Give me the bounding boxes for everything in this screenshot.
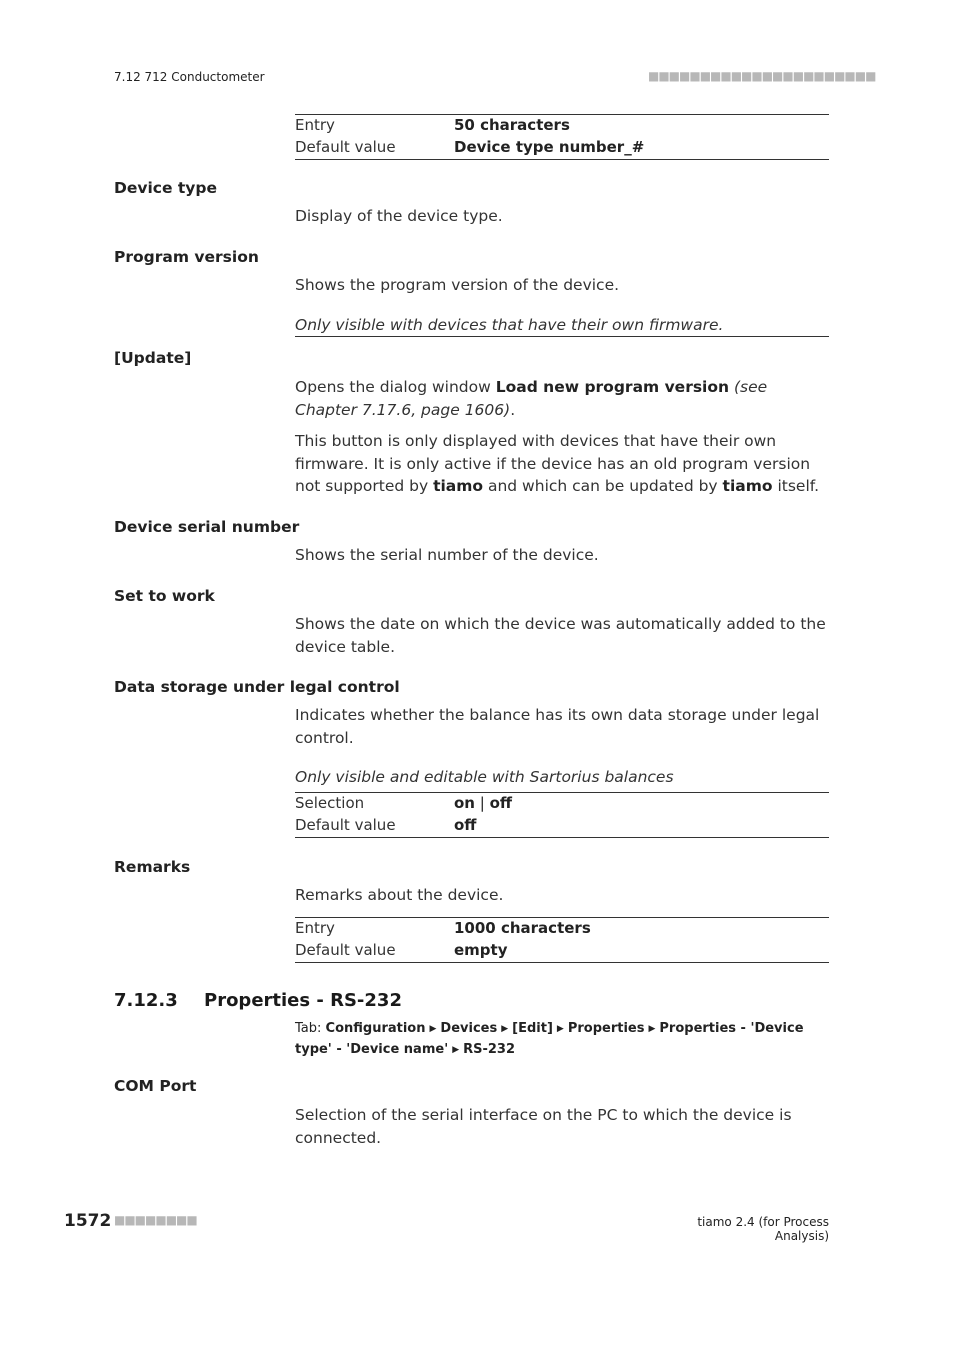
term-device-type: Device type <box>114 179 218 197</box>
row-label: Default value <box>295 138 396 156</box>
tab-label: Tab: <box>295 1021 326 1036</box>
option-off: off <box>489 794 513 812</box>
table-row <box>295 940 829 962</box>
dialog-name: Load new program version <box>495 378 730 396</box>
table-row <box>295 793 829 815</box>
arrow-right-icon: ▶ <box>452 1045 460 1055</box>
section-title: Properties - RS-232 <box>204 990 402 1011</box>
term-program-version: Program version <box>114 248 259 266</box>
header-dots: ■■■■■■■■■■■■■■■■■■■■■■ <box>648 69 876 83</box>
row-value <box>454 793 512 815</box>
path-devices: Devices <box>440 1021 498 1036</box>
section-number: 7.12.3 <box>114 990 178 1011</box>
option-on: on <box>454 794 475 812</box>
text: . <box>510 400 516 419</box>
term-data-storage: Data storage under legal control <box>114 678 400 696</box>
row-label: Entry <box>295 116 335 134</box>
path-properties: Properties <box>567 1021 645 1036</box>
term-set-to-work: Set to work <box>114 587 215 605</box>
desc-data-storage: Indicates whether the balance has its own data storage under legal control. <box>295 706 820 747</box>
table-row <box>295 815 829 837</box>
page-number: 1572 <box>64 1211 112 1231</box>
desc-set-to-work: Shows the date on which the device was automatically added to the device table. <box>295 615 826 656</box>
arrow-right-icon: ▶ <box>648 1024 656 1034</box>
path-properties-device: Properties - 'Device type' - 'Device name' <box>295 1021 804 1057</box>
table-row <box>295 115 829 137</box>
row-value: Device type number_# <box>454 138 645 156</box>
term-update: [Update] <box>114 349 192 367</box>
footer-dots: ■■■■■■■■ <box>114 1213 197 1227</box>
desc-device-serial-number: Shows the serial number of the device. <box>295 546 599 564</box>
row-value: 1000 characters <box>454 919 591 937</box>
desc-update-p1 <box>295 376 829 421</box>
term-remarks: Remarks <box>114 858 191 876</box>
text: and which can be updated by <box>483 477 723 495</box>
desc-device-type: Display of the device type. <box>295 207 503 225</box>
table-row <box>295 137 829 159</box>
note-text: Only visible with devices that have their own firmware. <box>295 316 829 337</box>
note-data-storage: Only visible and editable with Sartorius balances <box>295 768 674 786</box>
arrow-right-icon: ▶ <box>501 1024 509 1034</box>
separator: | <box>474 794 490 812</box>
product-name: tiamo <box>433 477 484 495</box>
desc-com-port: Selection of the serial interface on the PC to which the device is connected. <box>295 1106 792 1147</box>
desc-update-p2 <box>295 430 829 498</box>
row-value: 50 characters <box>454 116 570 134</box>
parameter-table-remarks <box>295 917 829 963</box>
row-label: Selection <box>295 794 365 812</box>
parameter-table-data-storage <box>295 792 829 838</box>
path-edit: [Edit] <box>512 1021 553 1036</box>
text: Opens the dialog window <box>295 378 496 396</box>
desc-program-version: Shows the program version of the device. <box>295 276 620 294</box>
running-header-chapter: 7.12 712 Conductometer <box>114 70 265 84</box>
term-device-serial-number: Device serial number <box>114 518 300 536</box>
product-name: tiamo <box>722 477 773 495</box>
text: This button is only displayed with devices that have their own firmware. It is only active if the device has an old program version not supported by <box>295 432 811 495</box>
row-value: off <box>454 816 477 834</box>
table-row <box>295 918 829 940</box>
footer-product: tiamo 2.4 (for Process Analysis) <box>697 1215 829 1243</box>
chapter-reference: (see Chapter 7.17.6, page 1606) <box>295 378 768 419</box>
tab-path <box>295 1019 829 1061</box>
path-configuration: Configuration <box>325 1021 426 1036</box>
text: itself. <box>772 477 820 495</box>
parameter-table-name <box>295 114 829 160</box>
row-label: Default value <box>295 941 396 959</box>
desc-remarks: Remarks about the device. <box>295 886 504 904</box>
row-label: Default value <box>295 816 396 834</box>
path-rs-232: RS-232 <box>463 1042 516 1057</box>
arrow-right-icon: ▶ <box>429 1024 437 1034</box>
note-program-version <box>295 316 829 337</box>
row-label: Entry <box>295 919 335 937</box>
row-value: empty <box>454 941 508 959</box>
term-com-port: COM Port <box>114 1077 197 1095</box>
arrow-right-icon: ▶ <box>556 1024 564 1034</box>
